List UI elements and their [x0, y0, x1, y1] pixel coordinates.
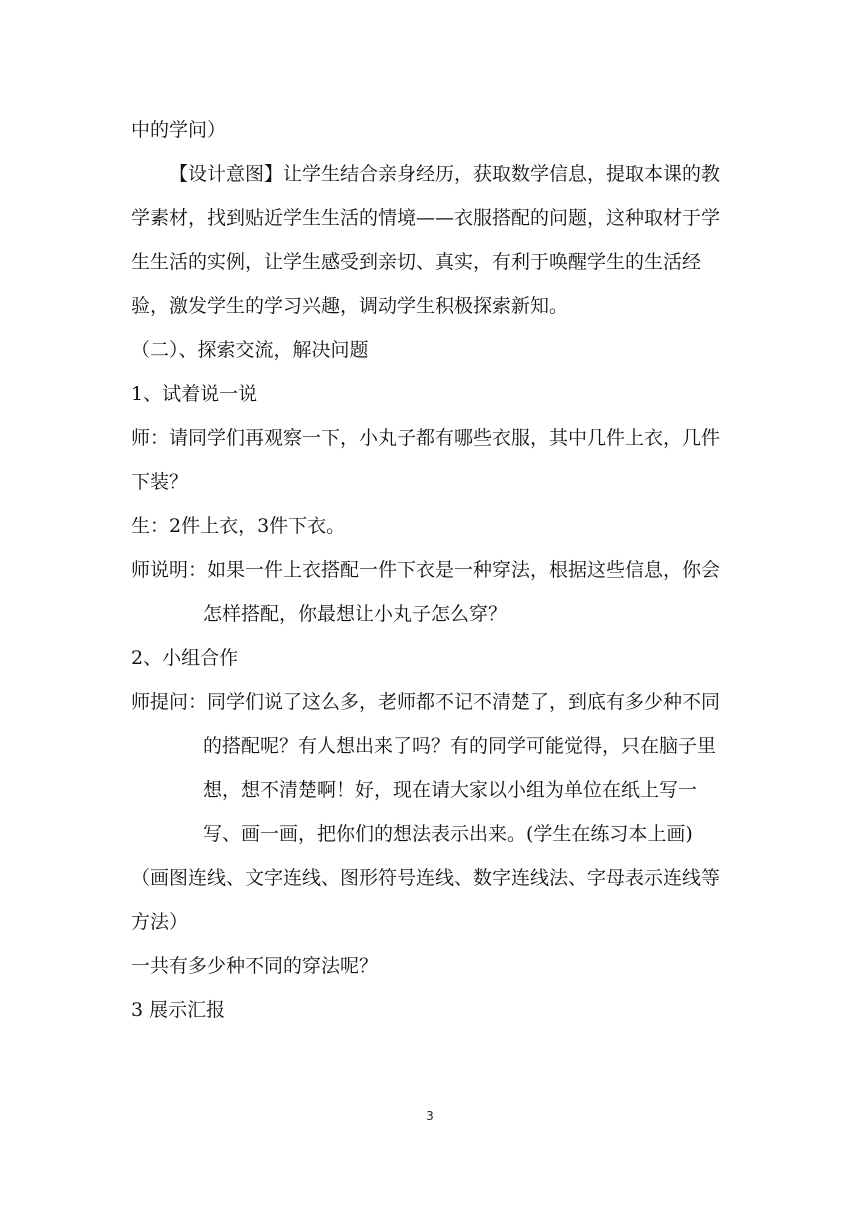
step-heading-3: 3 展示汇报: [131, 999, 226, 1021]
step-heading-1: 1、试着说一说: [131, 383, 258, 405]
methods-note: （画图连线、文字连线、图形符号连线、数字连线法、字母表示连线等方法）: [131, 867, 721, 933]
step-heading-2: 2、小组合作: [131, 647, 239, 669]
section-heading-explore: （二）、探索交流，解决问题: [131, 339, 369, 361]
paragraph-design-intent: 【设计意图】让学生结合亲身经历，获取数学信息，提取本课的教学素材，找到贴近学生生活的情境——衣服搭配的问题，这种取材于学生生活的实例，让学生感受到亲切、真实，有利于唤醒学生的生活经验，激发学生的学习兴趣，调动学生积极探索新知。: [131, 163, 721, 317]
document-body: [131, 108, 731, 1032]
page-number: 3: [426, 1109, 434, 1123]
paragraph-continuation: 中的学问）: [131, 119, 227, 141]
teacher-explanation: 师说明：如果一件上衣搭配一件下衣是一种穿法，根据这些信息，你会怎样搭配，你最想让小丸子怎么穿？: [131, 559, 721, 625]
teacher-question: 师：请同学们再观察一下，小丸子都有哪些衣服，其中几件上衣，几件下装？: [131, 427, 721, 493]
student-answer: 生：2件上衣，3件下衣。: [131, 515, 346, 537]
teacher-prompt: 师提问：同学们说了这么多，老师都不记不清楚了，到底有多少种不同的搭配呢？有人想出来了吗？有的同学可能觉得，只在脑子里想，想不清楚啊！好，现在请大家以小组为单位在纸上写一写、画一画，把你们的想法表示出来。(学生在练习本上画): [131, 691, 721, 845]
question-line: 一共有多少种不同的穿法呢？: [131, 955, 379, 977]
